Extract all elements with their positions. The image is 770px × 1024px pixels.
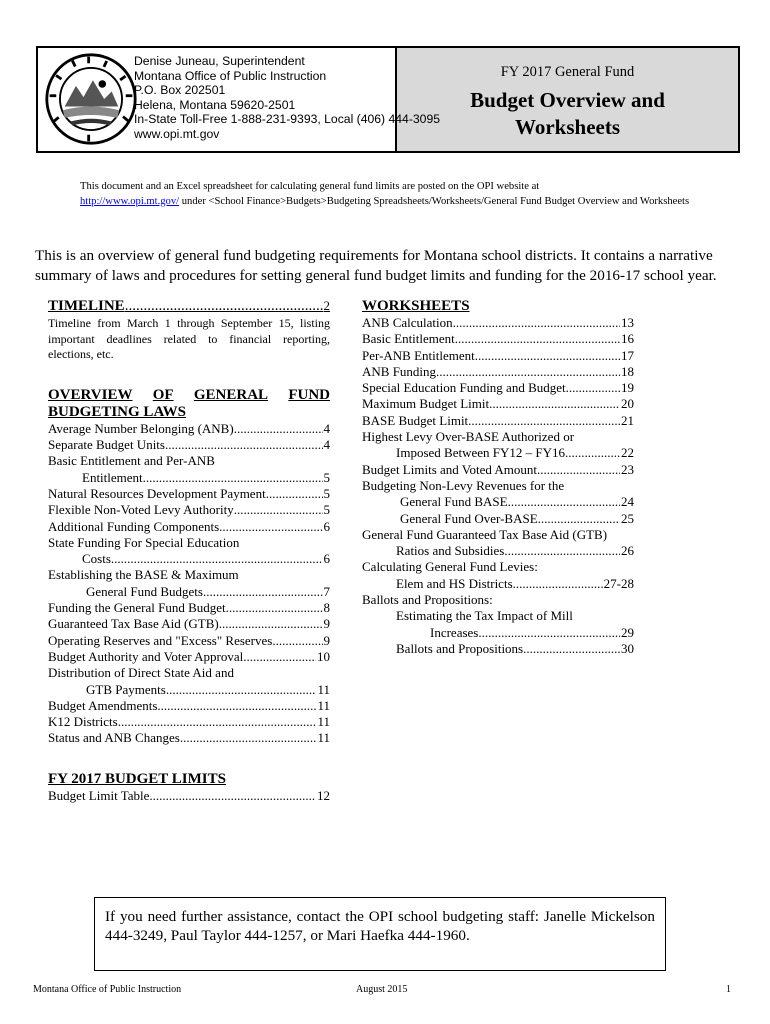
address-line: P.O. Box 202501 — [134, 83, 226, 98]
toc-page: 24 — [621, 494, 634, 510]
contact-address — [134, 54, 440, 142]
toc-leader — [478, 625, 620, 641]
toc-page: 4 — [323, 437, 330, 453]
toc-page: 9 — [323, 616, 330, 632]
toc-page: 6 — [323, 551, 330, 567]
toc-title: Maximum Budget Limit — [362, 396, 490, 412]
toc-title: Funding the General Fund Budget — [48, 600, 226, 616]
heading-word: FUND — [288, 386, 330, 403]
toc-entry[interactable] — [48, 682, 330, 698]
toc-entry[interactable] — [48, 730, 330, 746]
toc-leader — [180, 730, 317, 746]
toc-title: Ratios and Subsidies — [396, 543, 505, 559]
toc-entry[interactable] — [48, 486, 330, 502]
toc-title: Elem and HS Districts — [396, 575, 513, 591]
toc-title: Budget Authority and Voter Approval — [48, 648, 244, 664]
toc-entry[interactable] — [362, 364, 634, 380]
toc-leader — [118, 714, 317, 730]
toc-entry[interactable] — [362, 641, 634, 657]
toc-page: 17 — [621, 347, 634, 363]
toc-entry[interactable] — [48, 649, 330, 665]
toc-entry-text: Budgeting Non-Levy Revenues for the — [362, 477, 565, 493]
toc-page: 13 — [621, 315, 634, 330]
toc-page: 21 — [621, 412, 634, 428]
address-line: In-State Toll-Free 1-888-231-9393, Local (406) 444-3095 — [134, 112, 441, 127]
address-line: www.opi.mt.gov — [134, 126, 220, 141]
toc-entry-text: Ballots and Propositions: — [362, 592, 493, 608]
toc-page: 23 — [621, 461, 634, 477]
footer-date: August 2015 — [356, 984, 408, 995]
toc-title: ANB Funding — [362, 363, 437, 379]
toc-page: 11 — [317, 697, 330, 713]
toc-page: 26 — [621, 543, 634, 559]
heading-word: OF — [152, 386, 174, 403]
budget-limits-heading: FY 2017 BUDGET LIMITS — [48, 770, 226, 787]
toc-title: Costs — [82, 551, 111, 567]
address-line: Helena, Montana 59620-2501 — [134, 97, 296, 112]
toc-page: 22 — [621, 445, 634, 461]
toc-title: Budget Amendments — [48, 697, 158, 713]
toc-entry-text: Establishing the BASE & Maximum — [48, 567, 239, 583]
address-line: Denise Juneau, Superintendent — [134, 54, 305, 68]
toc-left-column — [48, 298, 330, 804]
toc-page: 8 — [323, 600, 330, 616]
toc-title: Increases — [430, 624, 479, 640]
toc-entry[interactable] — [362, 445, 634, 461]
toc-page: 5 — [323, 469, 330, 485]
header-title-panel — [397, 48, 738, 151]
toc-entry[interactable] — [48, 421, 330, 437]
toc-leader — [149, 788, 316, 804]
toc-leader — [475, 348, 620, 364]
toc-page: 4 — [323, 420, 330, 436]
toc-title: Average Number Belonging (ANB) — [48, 420, 234, 436]
toc-leader — [219, 519, 322, 535]
worksheets-heading: WORKSHEETS — [362, 298, 470, 314]
toc-entry[interactable] — [48, 698, 330, 714]
toc-leader — [455, 331, 620, 347]
toc-leader — [508, 494, 620, 510]
toc-leader — [266, 486, 323, 502]
toc-title: TIMELINE — [48, 298, 125, 314]
toc-leader — [166, 682, 317, 698]
toc-leader — [143, 470, 323, 486]
overview-heading-line2: BUDGETING LAWS — [48, 403, 186, 420]
toc-title: GTB Payments — [86, 681, 166, 697]
toc-entry[interactable] — [48, 437, 330, 453]
toc-title: Status and ANB Changes — [48, 730, 180, 746]
toc-title: K12 Districts — [48, 714, 118, 730]
toc-entry-text: State Funding For Special Education — [48, 534, 240, 550]
timeline-description: Timeline from March 1 through September 15, listing important deadlines related to financial reporting, elections, etc. — [48, 316, 330, 362]
overview-paragraph: This is an overview of general fund budgeting requirements for Montana school districts. It contains a narrative summary of laws and procedures for setting general fund budget limits and funding for the 2016-17 school year. — [35, 247, 717, 284]
toc-leader — [203, 584, 323, 600]
toc-entry[interactable] — [362, 396, 634, 412]
toc-leader — [538, 511, 620, 527]
toc-entry[interactable] — [48, 519, 330, 535]
toc-leader — [565, 445, 620, 461]
toc-entry[interactable] — [362, 331, 634, 347]
toc-title: Per-ANB Entitlement — [362, 347, 475, 363]
footer-organization: Montana Office of Public Instruction — [33, 984, 182, 995]
toc-entry[interactable] — [48, 551, 330, 567]
toc-entry[interactable] — [48, 470, 330, 486]
toc-page: 10 — [317, 648, 330, 664]
toc-leader — [272, 633, 322, 649]
toc-entry[interactable] — [362, 625, 634, 641]
toc-entry-text: Basic Entitlement and Per-ANB — [48, 453, 215, 469]
heading-word: OVERVIEW — [48, 386, 133, 403]
toc-leader — [436, 364, 620, 380]
toc-page: 7 — [323, 583, 330, 599]
toc-entry[interactable] — [48, 714, 330, 730]
toc-title: General Fund Over-BASE — [400, 510, 538, 526]
state-seal-logo — [44, 52, 138, 146]
toc-entry[interactable] — [362, 348, 634, 364]
toc-title: Flexible Non-Voted Levy Authority — [48, 502, 234, 518]
footer-page-number: 1 — [726, 984, 731, 995]
toc-page: 27-28 — [603, 575, 634, 591]
toc-page: 5 — [323, 485, 330, 501]
toc-entry[interactable] — [362, 380, 634, 396]
toc-entry[interactable] — [362, 511, 634, 527]
toc-leader — [243, 649, 316, 665]
toc-entry[interactable] — [48, 584, 330, 600]
toc-title: Ballots and Propositions — [396, 640, 524, 656]
toc-leader — [219, 616, 323, 632]
toc-leader — [523, 641, 620, 657]
overview-heading — [48, 387, 330, 404]
toc-title: Budget Limits and Voted Amount — [362, 461, 538, 477]
toc-entry[interactable] — [362, 543, 634, 559]
toc-leader — [468, 413, 620, 429]
toc-entry[interactable] — [48, 788, 330, 804]
toc-title: General Fund BASE — [400, 494, 508, 510]
toc-right-column — [362, 298, 634, 657]
toc-title: Separate Budget Units — [48, 437, 165, 453]
toc-leader — [504, 543, 620, 559]
toc-entry-text: Estimating the Tax Impact of Mill — [396, 608, 573, 624]
toc-page: 29 — [621, 624, 634, 640]
timeline-heading[interactable] — [48, 298, 330, 314]
toc-entry-text: Distribution of Direct State Aid and — [48, 665, 234, 681]
toc-entry[interactable] — [48, 502, 330, 518]
toc-entry[interactable] — [48, 633, 330, 649]
toc-title: General Fund Budgets — [86, 583, 203, 599]
toc-title: BASE Budget Limit — [362, 412, 469, 428]
toc-page: 9 — [323, 632, 330, 648]
toc-title: Entitlement — [82, 469, 143, 485]
toc-leader — [513, 576, 603, 592]
toc-entry[interactable] — [362, 494, 634, 510]
toc-leader — [157, 698, 316, 714]
toc-entry[interactable] — [48, 600, 330, 616]
toc-entry-text: General Fund Guaranteed Tax Base Aid (GTB) — [362, 526, 608, 542]
document-title-line1: Budget Overview and — [470, 88, 665, 112]
toc-page: 11 — [317, 714, 330, 730]
heading-word: GENERAL — [193, 386, 269, 403]
assistance-box: If you need further assistance, contact the OPI school budgeting staff: Janelle Mickelson 444-3249, Paul Taylor 444-1257, or Mari Haefka 444-1960. — [94, 897, 666, 971]
toc-leader — [226, 600, 323, 616]
toc-page: 20 — [621, 396, 634, 412]
toc-entry-text: Highest Levy Over-BASE Authorized or — [362, 429, 575, 445]
toc-leader — [111, 551, 323, 567]
toc-page: 18 — [621, 363, 634, 379]
toc-leader — [125, 298, 323, 314]
toc-page: 12 — [317, 787, 330, 803]
header-contact-panel — [38, 48, 441, 151]
toc-title: Guaranteed Tax Base Aid (GTB) — [48, 616, 219, 632]
toc-page: 5 — [323, 502, 330, 518]
toc-entry[interactable] — [362, 576, 634, 592]
toc-leader — [453, 315, 620, 331]
toc-title: Imposed Between FY12 – FY16 — [396, 445, 565, 461]
toc-title: ANB Calculation — [362, 315, 453, 330]
document-subtitle: FY 2017 General Fund — [500, 64, 635, 80]
toc-title: Budget Limit Table — [48, 787, 150, 803]
toc-page: 19 — [621, 380, 634, 396]
toc-page: 11 — [317, 730, 330, 746]
toc-leader — [489, 396, 620, 412]
document-header — [36, 46, 740, 153]
address-line: Montana Office of Public Instruction — [134, 68, 327, 83]
toc-title: Natural Resources Development Payment — [48, 485, 266, 501]
toc-title: Special Education Funding and Budget — [362, 380, 566, 396]
toc-leader — [234, 502, 323, 518]
toc-leader — [234, 421, 323, 437]
toc-entry[interactable] — [362, 413, 634, 429]
toc-entry-text: Calculating General Fund Levies: — [362, 559, 538, 575]
toc-title: Operating Reserves and "Excess" Reserves — [48, 632, 273, 648]
toc-leader — [566, 380, 620, 396]
intro-paragraph — [80, 180, 700, 209]
toc-page: 6 — [323, 518, 330, 534]
toc-page: 2 — [323, 298, 330, 313]
toc-leader — [165, 437, 323, 453]
opi-website-link[interactable]: http://www.opi.mt.gov/ — [80, 195, 180, 207]
toc-entry[interactable] — [362, 315, 634, 331]
toc-entry[interactable] — [362, 462, 634, 478]
toc-page: 30 — [621, 640, 634, 656]
toc-title: Additional Funding Components — [48, 518, 220, 534]
toc-page: 16 — [621, 331, 634, 347]
toc-entry[interactable] — [48, 616, 330, 632]
toc-page: 25 — [621, 510, 634, 526]
toc-title: Basic Entitlement — [362, 331, 455, 347]
toc-page: 11 — [317, 681, 330, 697]
intro-path-text: under <School Finance>Budgets>Budgeting Spreadsheets/Worksheets/General Fund Budget Overview and Worksheets — [179, 195, 690, 207]
document-title-line2: Worksheets — [515, 115, 620, 139]
intro-text: This document and an Excel spreadsheet for calculating general fund limits are posted on the OPI website at — [80, 181, 540, 192]
toc-leader — [537, 462, 620, 478]
